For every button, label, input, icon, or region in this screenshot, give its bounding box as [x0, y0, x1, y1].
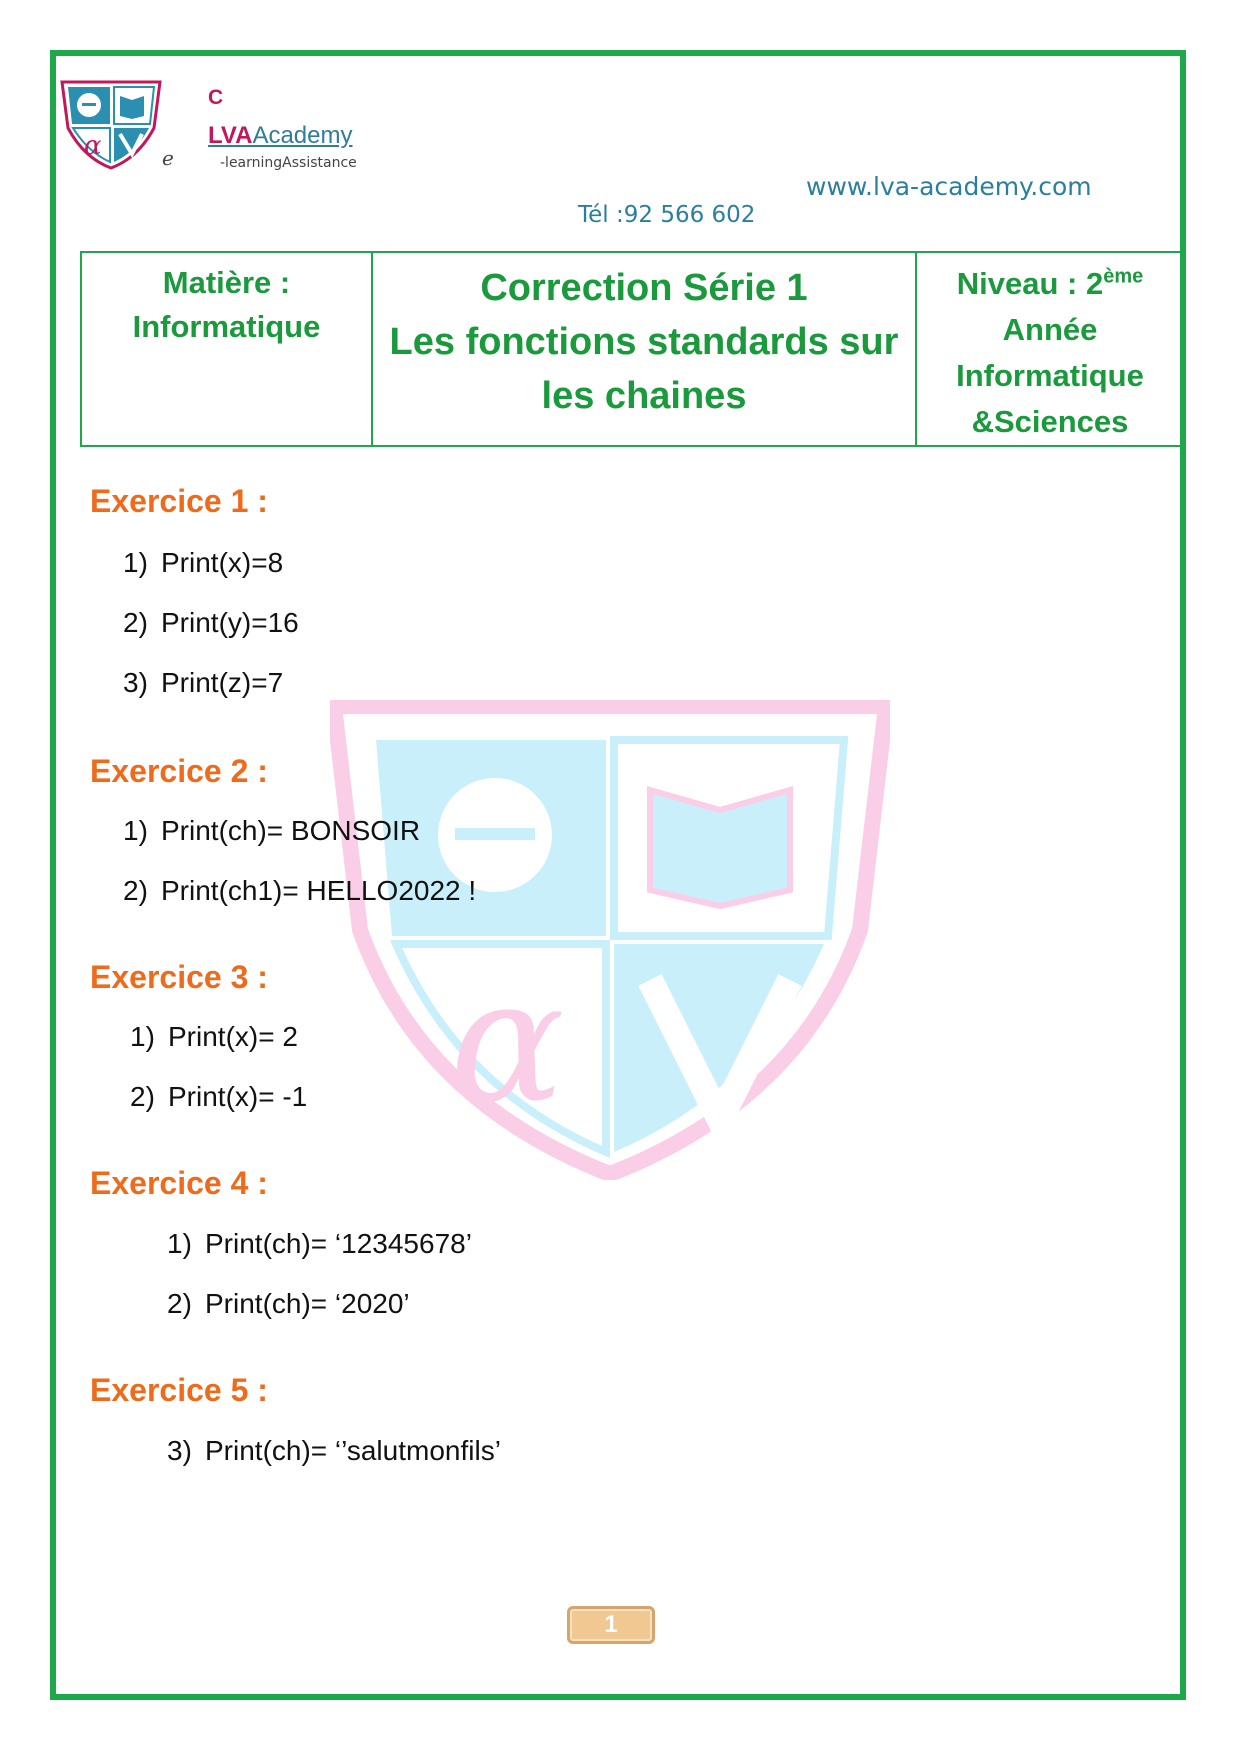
answer-number: 1)	[123, 547, 148, 578]
answer-text: Print(ch1)= HELLO2022 !	[161, 875, 477, 906]
academy-name-prefix: LVA	[208, 122, 253, 149]
answer-text: Print(ch)= ‘’salutmonfils’	[205, 1435, 501, 1466]
level-line3: Informatique	[956, 358, 1144, 393]
answer-number: 3)	[123, 667, 148, 698]
exercise-5-answer	[167, 1435, 501, 1467]
level-superscript: ème	[1103, 265, 1144, 288]
level-line4: &Sciences	[971, 404, 1129, 439]
exercise-4-title: Exercice 4 :	[90, 1165, 268, 1201]
exercise-1-answer	[123, 667, 283, 699]
answer-number: 2)	[167, 1288, 192, 1319]
academy-logo-icon	[58, 78, 164, 170]
answer-text: Print(z)=7	[161, 667, 284, 698]
title-cell	[372, 252, 916, 446]
academy-tagline: -learningAssistance	[220, 155, 357, 171]
academy-name-suffix: Academy	[252, 122, 353, 149]
answer-text: Print(ch)= ‘12345678’	[205, 1228, 472, 1259]
answer-number: 2)	[130, 1081, 155, 1112]
page-number-badge: 1	[567, 1606, 655, 1644]
subject-label: Matière :	[162, 265, 291, 300]
answer-text: Print(x)= 2	[168, 1021, 298, 1052]
exercise-4-answer	[167, 1288, 410, 1320]
exercise-3-title: Exercice 3 :	[90, 959, 268, 995]
exercise-3-answer	[130, 1081, 307, 1113]
answer-text: Print(ch)= BONSOIR	[161, 815, 421, 846]
answer-number: 2)	[123, 607, 148, 638]
logo-alpha: α	[84, 131, 102, 161]
exercise-2-answer	[123, 875, 476, 907]
level-cell	[916, 252, 1184, 446]
answer-number: 3)	[167, 1435, 192, 1466]
exercise-1-title: Exercice 1 :	[90, 483, 268, 519]
answer-number: 1)	[167, 1228, 192, 1259]
logo-c-letter: C	[208, 86, 224, 109]
svg-text:α: α	[450, 943, 565, 1141]
exercise-1-answer	[123, 547, 283, 579]
academy-name	[208, 122, 352, 150]
answer-text: Print(ch)= ‘2020’	[205, 1288, 410, 1319]
logo-e-letter: e	[162, 146, 174, 170]
answer-text: Print(x)=8	[161, 547, 284, 578]
answer-number: 1)	[123, 815, 148, 846]
answer-text: Print(y)=16	[161, 607, 299, 638]
website-link[interactable]: www.lva-academy.com	[806, 172, 1092, 201]
exercise-1-answer	[123, 607, 299, 639]
subject-value: Informatique	[132, 309, 321, 344]
doc-subtitle-line2: les chaines	[541, 375, 747, 417]
phone-number: Tél :92 566 602	[578, 202, 756, 228]
exercise-5-title: Exercice 5 :	[90, 1372, 268, 1408]
answer-number: 1)	[130, 1021, 155, 1052]
doc-subtitle-line1: Les fonctions standards sur	[389, 321, 899, 363]
exercise-4-answer	[167, 1228, 472, 1260]
exercise-3-answer	[130, 1021, 298, 1053]
watermark-shield-icon	[330, 700, 890, 1180]
level-label: Niveau : 2ème	[956, 265, 1144, 301]
answer-text: Print(x)= -1	[168, 1081, 308, 1112]
doc-title: Correction Série 1	[480, 267, 808, 309]
level-line2: Année	[1002, 312, 1098, 347]
header-table	[80, 251, 1185, 447]
exercise-2-answer	[123, 815, 420, 847]
answer-number: 2)	[123, 875, 148, 906]
exercise-2-title: Exercice 2 :	[90, 753, 268, 789]
subject-cell	[81, 252, 372, 446]
